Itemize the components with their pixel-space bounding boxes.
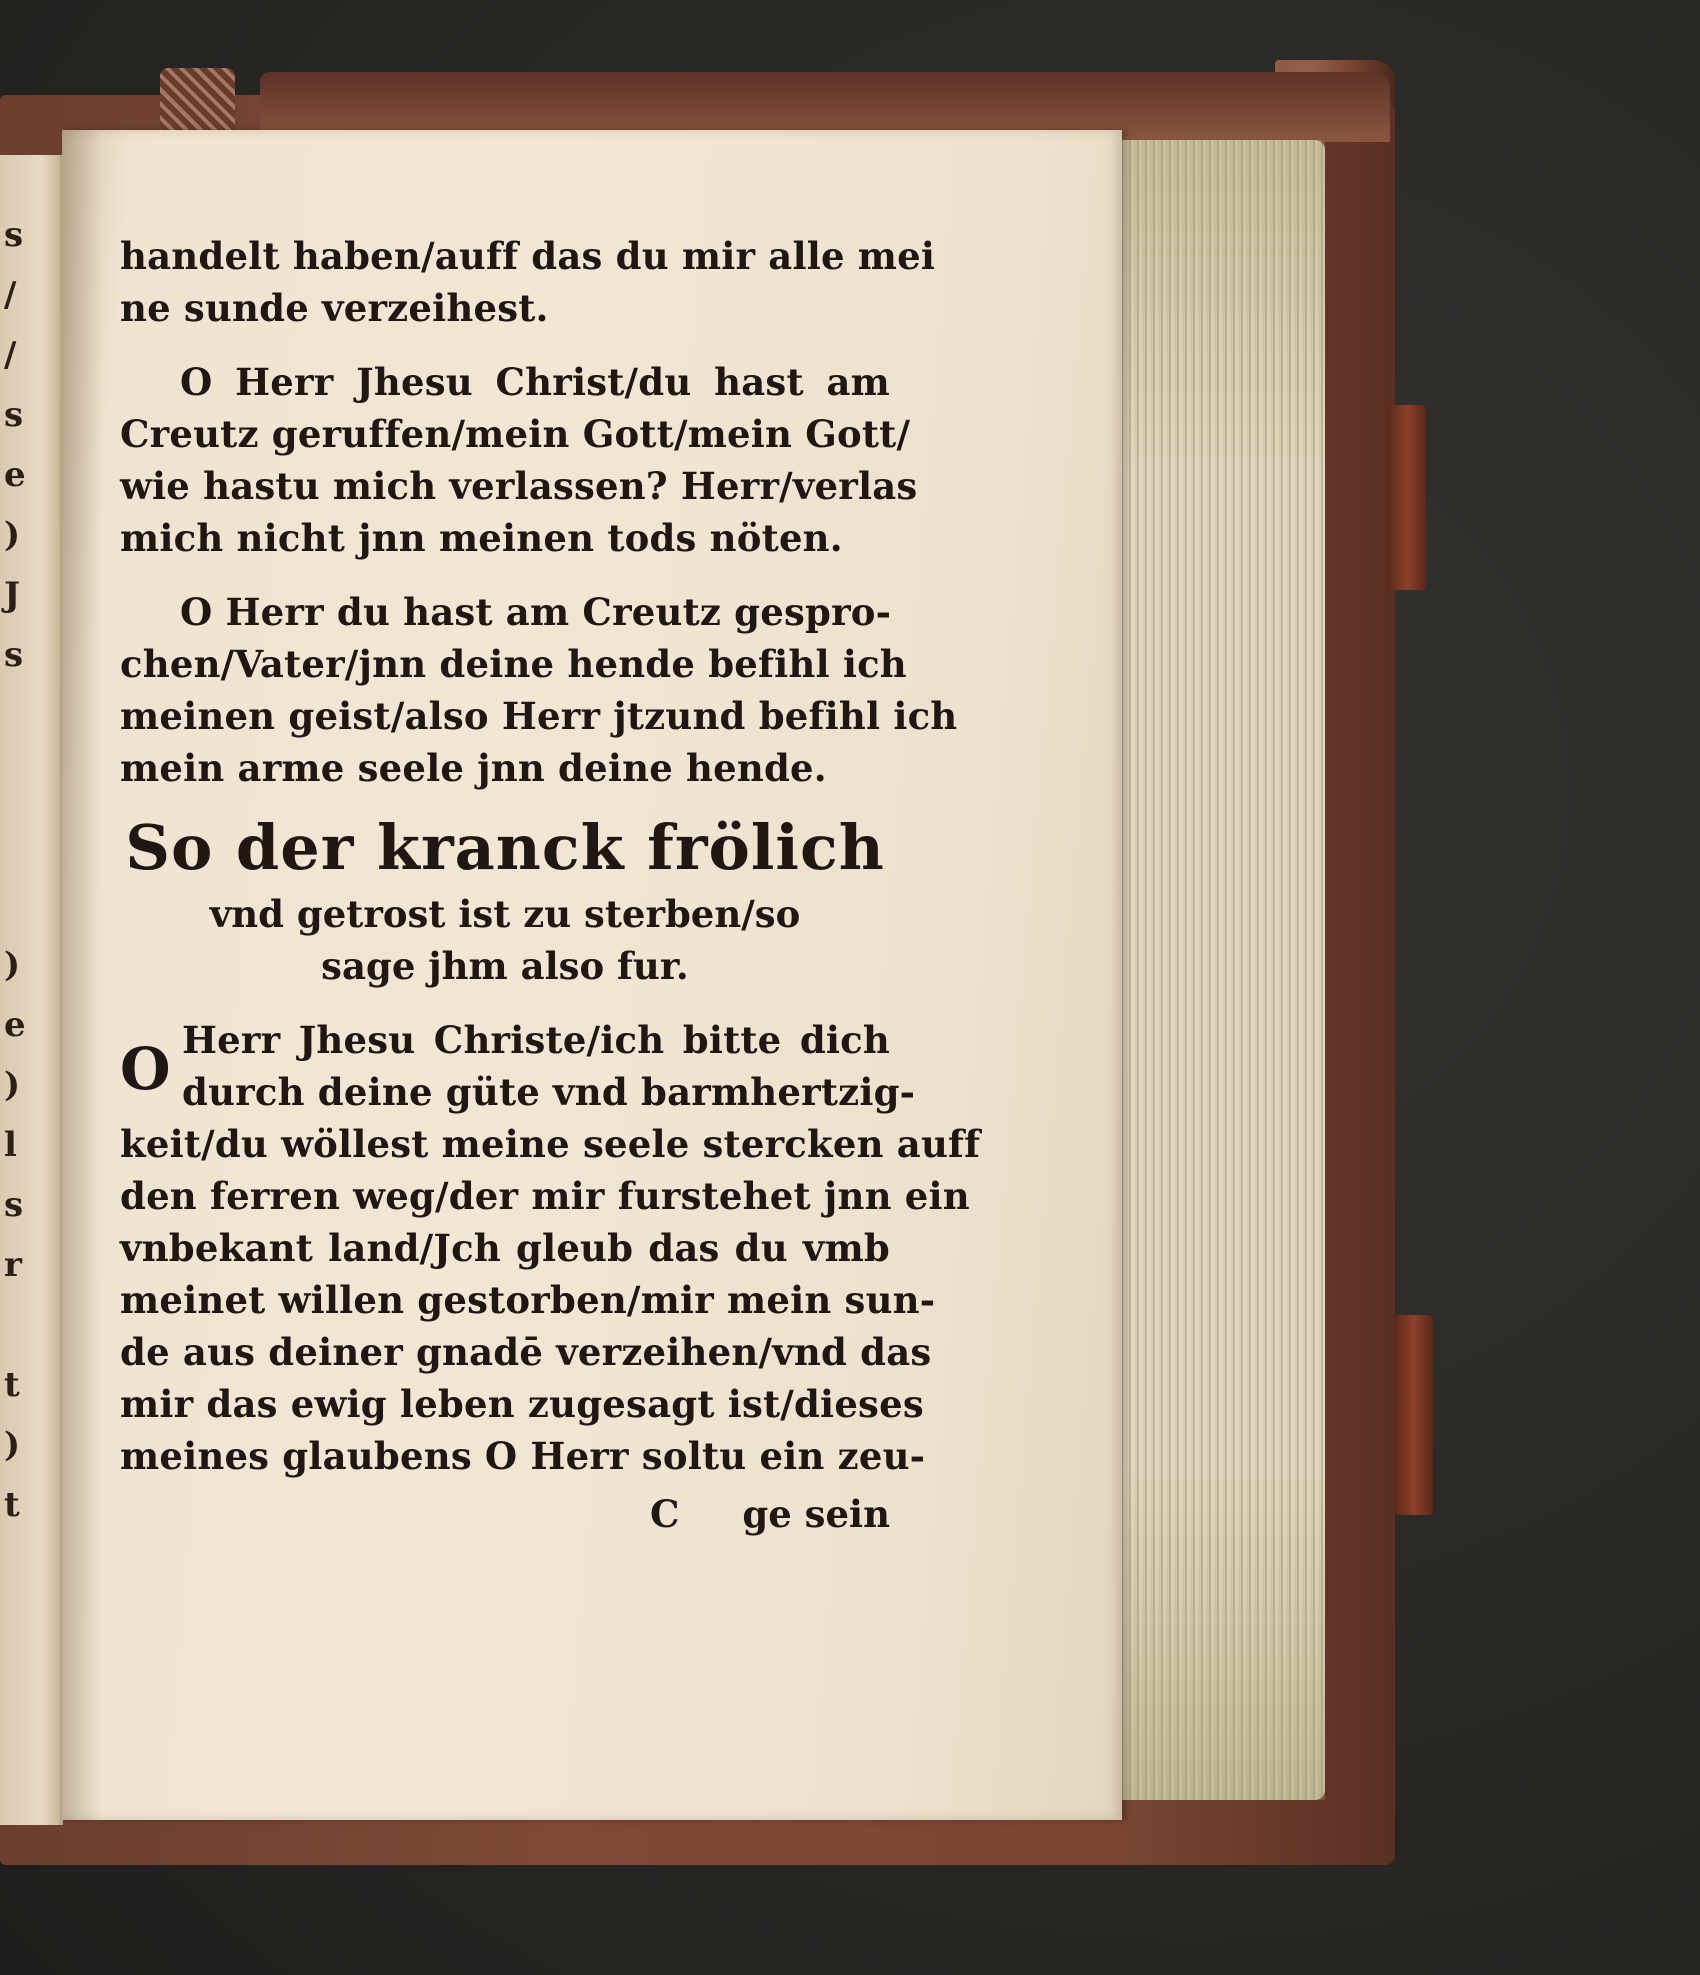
- text-line: meines glaubens O Herr soltu ein zeu-: [120, 1434, 926, 1478]
- text-line: O Herr du hast am Creutz gespro-: [180, 590, 892, 634]
- prayer-paragraph: [120, 1014, 981, 1482]
- left-page-glyph: s: [4, 635, 24, 675]
- left-page-glyph: t: [4, 1365, 20, 1405]
- left-page-glyph: /: [4, 335, 17, 375]
- text-line: ne sunde verzeihest.: [120, 286, 549, 330]
- text-line: handelt haben/auff das du mir alle mei: [120, 234, 936, 278]
- left-page-glyph: ): [4, 515, 21, 555]
- section-heading: So der kranck frölich: [125, 811, 885, 884]
- left-page-glyph: ): [4, 945, 21, 985]
- initial-letter: O: [120, 1035, 171, 1103]
- left-page-glyph: s: [4, 395, 24, 435]
- left-page-glyph: /: [4, 275, 17, 315]
- left-page-glyph: s: [4, 215, 24, 255]
- clasp-bottom: [1395, 1315, 1433, 1515]
- page-footer: [120, 1488, 890, 1548]
- text-line: mir das ewig leben zugesagt ist/dieses: [120, 1382, 924, 1426]
- left-page-glyph: r: [4, 1245, 22, 1285]
- text-line: den ferren weg/der mir furstehet jnn ein: [120, 1174, 970, 1218]
- left-page-glyph: e: [4, 455, 26, 495]
- text-line: mich nicht jnn meinen tods nöten.: [120, 516, 843, 560]
- left-page-glyph: e: [4, 1005, 26, 1045]
- section-subheading: vnd getrost ist zu sterben/so: [209, 892, 801, 936]
- text-line: chen/Vater/jnn deine hende befihl ich: [120, 642, 907, 686]
- left-page-glyph: J: [4, 575, 21, 615]
- text-line: meinen geist/also Herr jtzund befihl ich: [120, 694, 958, 738]
- text-line: Herr Jhesu Christe/ich bitte dich: [182, 1018, 890, 1062]
- page-text: [120, 230, 981, 1548]
- text-line: Creutz geruffen/mein Gott/mein Gott/: [120, 412, 911, 456]
- text-line: keit/du wöllest meine seele stercken auff: [120, 1122, 981, 1166]
- catchword: ge sein: [742, 1492, 890, 1536]
- section-subheading: sage jhm also fur.: [321, 944, 689, 988]
- clasp-top: [1388, 405, 1426, 590]
- text-line: durch deine güte vnd barmhertzig-: [182, 1070, 916, 1114]
- text-line: meinet willen gestorben/mir mein sun-: [120, 1278, 936, 1322]
- left-page-fragment: [0, 155, 63, 1825]
- text-line: mein arme seele jnn deine hende.: [120, 746, 827, 790]
- text-line: wie hastu mich verlassen? Herr/verlas: [120, 464, 918, 508]
- left-page-glyph: ): [4, 1065, 21, 1105]
- text-line: O Herr Jhesu Christ/du hast am: [180, 360, 890, 404]
- text-line: de aus deiner gnadē verzeihen/vnd das: [120, 1330, 932, 1374]
- left-page-glyph: s: [4, 1185, 24, 1225]
- left-page-glyph: t: [4, 1485, 20, 1525]
- text-line: vnbekant land/Jch gleub das du vmb: [120, 1226, 890, 1270]
- page-edges: [1110, 140, 1325, 1800]
- left-page-glyph: l: [4, 1125, 17, 1165]
- signature-mark: C: [650, 1492, 680, 1536]
- left-page-glyph: ): [4, 1425, 21, 1465]
